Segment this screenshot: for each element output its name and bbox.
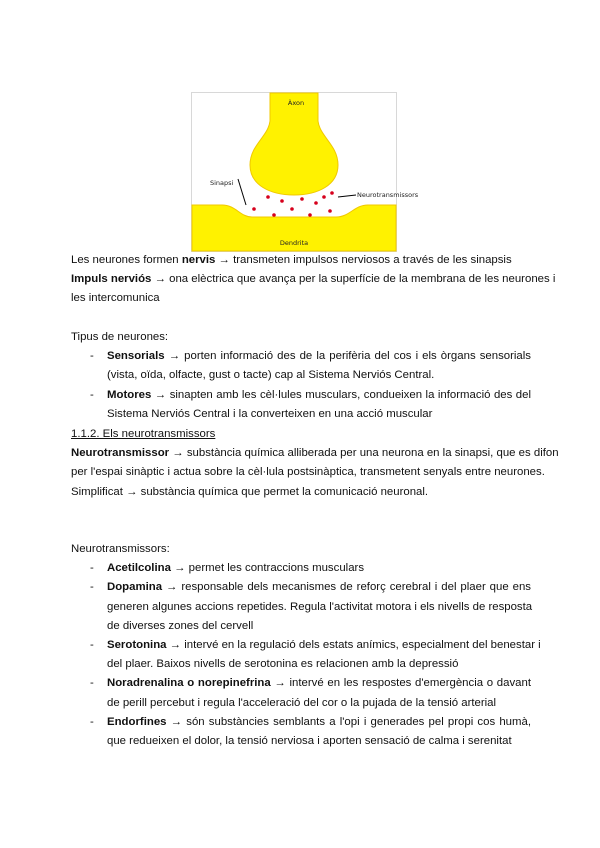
dash-bullet: -: [90, 677, 94, 690]
axon-label: Àxon: [287, 99, 305, 107]
list-item: [71, 636, 541, 674]
item-term: Serotonina: [107, 639, 167, 652]
neurotransmitters-heading: Neurotransmissors:: [71, 543, 170, 555]
dash-bullet: -: [90, 562, 94, 575]
neurotransmitters-list-section: [71, 540, 541, 751]
impuls-definition-cont: les intercomunica: [71, 292, 160, 305]
impuls-definition: → ona elèctrica que avança per la superfície de la membrana de les neurones i: [151, 273, 556, 286]
item-text: generen algunes accions repetides. Regula l'activitat motora i els nivells de resposta: [107, 600, 533, 613]
item-text: → porten informació des de la perifèria del cos i els òrgans sensorials: [164, 350, 531, 363]
dash-bullet: -: [90, 388, 94, 401]
item-text: → sinapten amb les cèl·lules musculars, condueixen la informació des del: [151, 388, 531, 401]
neuron-types-list: [71, 347, 531, 424]
neurotransmitters-pointer-line: [338, 195, 356, 197]
item-term: Dopamina: [107, 581, 163, 594]
definition-simplified: Simplificat → substància química que permet la comunicació neuronal.: [71, 485, 429, 498]
neuron-types-section: [71, 328, 531, 424]
item-text: → són substàncies semblants a l'opi i generades pel propi cos humà,: [166, 715, 531, 728]
list-item: [71, 559, 531, 578]
item-text: → intervé en la regulació dels estats anímics, especialment del benestar i: [166, 639, 541, 652]
list-item: [71, 674, 531, 712]
intro-text: → transmeten impulsos nerviosos a través de les sinapsis: [215, 254, 512, 266]
dash-bullet: -: [90, 350, 94, 363]
synapse-illustration: [192, 93, 419, 251]
section-title: 1.1.2. Els neurotransmissors: [71, 428, 216, 440]
dash-bullet: -: [90, 715, 94, 728]
list-item: [71, 578, 531, 636]
neurotransmitters-label: Neurotransmissors: [357, 191, 419, 199]
definition-text: per l'espai sinàptic i actua sobre la cèl·lula postsinàptica, transmetent senyals entre neurones.: [71, 466, 545, 479]
item-text: de perill percebut i regula l'acceleració del cor o la pujada de la tensió arterial: [107, 696, 497, 709]
impuls-term: Impuls nerviós: [71, 273, 152, 286]
item-text: (vista, oïda, olfacte, gust o tacte) cap al Sistema Nerviós Central.: [107, 369, 435, 382]
nervis-term: nervis: [181, 254, 216, 266]
intro-text: Les neurones formen: [71, 254, 182, 266]
item-text: de diverses zones del cervell: [107, 619, 254, 632]
neurotransmitters-section: [71, 425, 559, 502]
item-text: → intervé en les respostes d'emergència o davant: [270, 677, 531, 690]
definition-text: → substància química alliberada per una neurona en la sinapsi, que es difon: [169, 447, 559, 460]
item-text: → responsable dels mecanismes de reforç cerebral i del plaer que ens: [162, 581, 531, 594]
item-text: del plaer. Baixos nivells de serotonina es relacionen amb la depressió: [107, 658, 459, 671]
synapse-pointer-line: [238, 179, 246, 205]
item-term: Acetilcolina: [107, 562, 171, 575]
item-term: Endorfines: [107, 715, 167, 728]
intro-paragraph: [71, 251, 556, 309]
item-term: Motores: [107, 388, 152, 401]
item-text: → permet les contraccions musculars: [170, 562, 365, 575]
dendrite-label: Dendrita: [279, 239, 309, 247]
synapse-diagram: [191, 92, 419, 252]
item-term: Sensorials: [107, 350, 165, 363]
dash-bullet: -: [90, 581, 94, 594]
axon-terminal-shape: [250, 93, 338, 195]
neurotransmitters-list: [71, 559, 541, 751]
list-item: [71, 347, 531, 385]
item-text: Sistema Nerviós Central i la converteixen en una acció muscular: [107, 407, 433, 420]
list-item: [71, 713, 531, 751]
synapse-label: Sinapsi: [210, 179, 234, 187]
list-item: [71, 386, 531, 424]
item-text: que redueixen el dolor, la tensió nerviosa i aporten sensació de calma i serenitat: [107, 735, 512, 748]
neuron-types-heading: Tipus de neurones:: [71, 331, 169, 343]
dash-bullet: -: [90, 639, 94, 652]
item-term: Noradrenalina o norepinefrina: [107, 677, 271, 690]
neurotransmitter-term: Neurotransmissor: [71, 447, 170, 460]
